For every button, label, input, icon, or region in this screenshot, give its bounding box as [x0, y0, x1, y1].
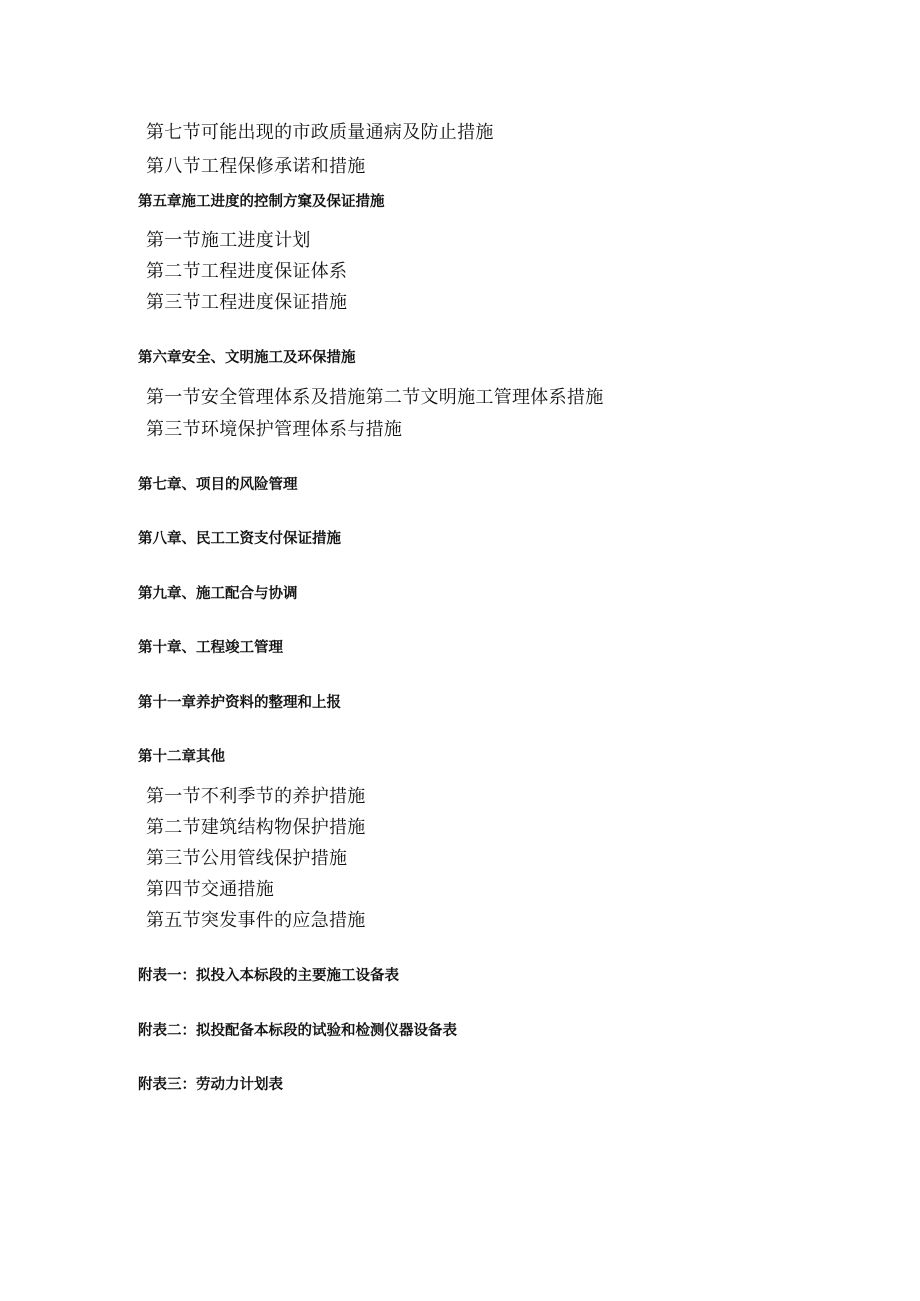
toc-section-7-8: 第八节工程保修承诺和措施 — [146, 156, 366, 177]
toc-section-12-1: 第一节不利季节的养护措施 — [146, 786, 366, 807]
toc-chapter-5: 第五章施工进度的控制方窠及保证措施 — [138, 194, 385, 210]
toc-chapter-9: 第九章、施工配合与协调 — [138, 586, 298, 602]
toc-section-6-1-2: 第一节安全管理体系及措施第二节文明施工管理体系措施 — [146, 387, 604, 408]
toc-section-6-3: 第三节环境保护管理体系与措施 — [146, 419, 403, 440]
toc-appendix-1: 附表一：拟投入本标段的主要施工设备表 — [138, 968, 399, 984]
toc-chapter-10: 第十章、工程竣工管理 — [138, 640, 283, 656]
toc-section-5-1: 第一节施工进度计划 — [146, 230, 311, 251]
toc-section-12-2: 第二节建筑结构物保护措施 — [146, 817, 366, 838]
toc-appendix-3: 附表三：劳动力计划表 — [138, 1077, 283, 1093]
toc-section-5-3: 第三节工程进度保证措施 — [146, 292, 348, 313]
toc-section-7-7: 第七节可能出现的市政质量通病及防止措施 — [146, 122, 494, 143]
toc-appendix-2: 附表二：拟投配备本标段的试验和检测仪器设备表 — [138, 1023, 457, 1039]
toc-section-5-2: 第二节工程进度保证体系 — [146, 261, 348, 282]
toc-chapter-8: 第八章、民工工资支付保证措施 — [138, 531, 341, 547]
toc-chapter-6: 第六章安全、文明施工及环保措施 — [138, 350, 356, 366]
toc-chapter-7: 第七章、项目的风险管理 — [138, 477, 298, 493]
toc-chapter-11: 第十一章养护资料的整理和上报 — [138, 695, 341, 711]
toc-chapter-12: 第十二章其他 — [138, 749, 225, 765]
toc-section-12-3: 第三节公用管线保护措施 — [146, 848, 348, 869]
toc-section-12-5: 第五节突发事件的应急措施 — [146, 910, 366, 931]
toc-section-12-4: 第四节交通措施 — [146, 879, 275, 900]
